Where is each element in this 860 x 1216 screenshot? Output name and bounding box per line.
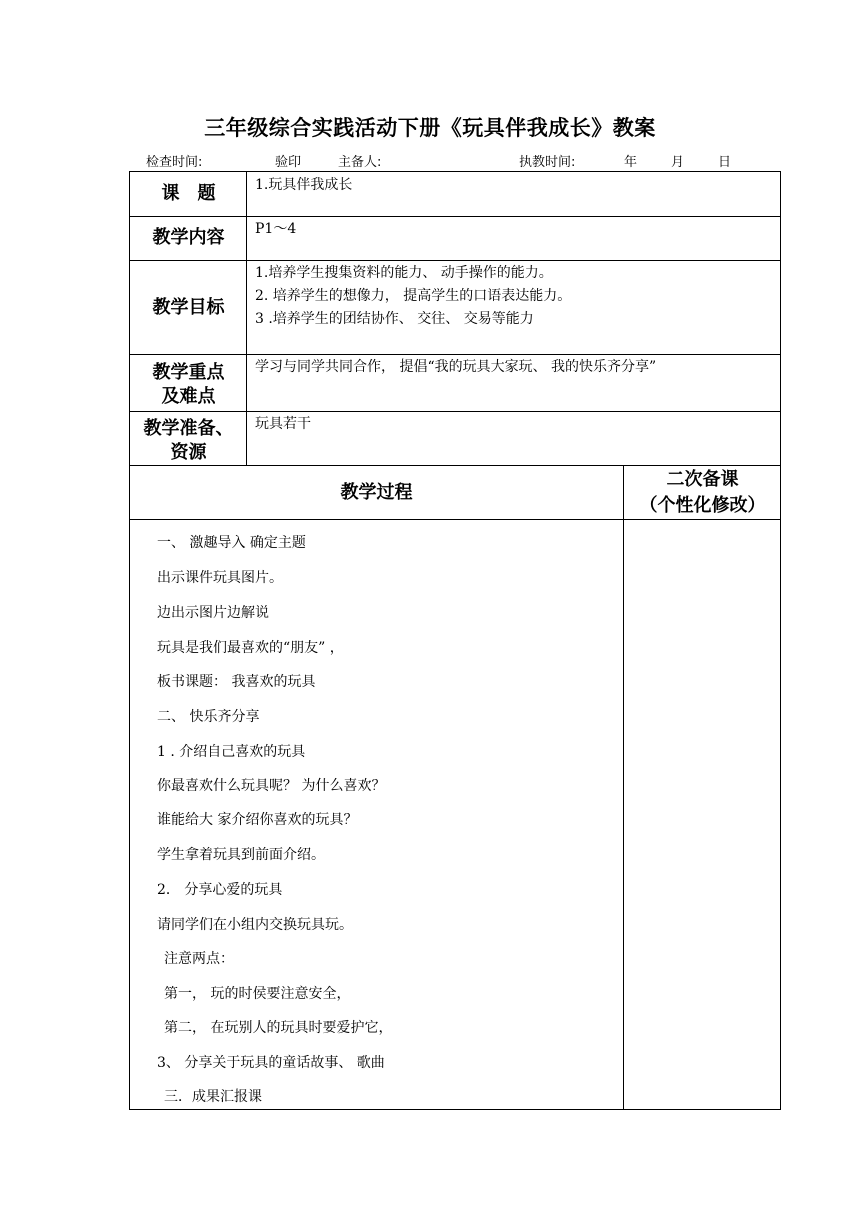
goals-line-1: 1.培养学生搜集资料的能力、 动手操作的能力。: [255, 265, 553, 281]
topic-value: 1.玩具伴我成长: [255, 177, 353, 193]
day-label: 日: [718, 155, 732, 170]
month-label: 月: [671, 155, 685, 170]
goals-line-3: 3 .培养学生的团结协作、 交往、 交易等能力: [255, 311, 534, 327]
process-line: 出示课件玩具图片。: [157, 570, 283, 586]
process-line: 注意两点：: [164, 951, 234, 967]
content-label: 教学内容: [152, 227, 225, 248]
process-line: 2． 分享心爱的玩具: [157, 882, 283, 898]
focus-value: 学习与同学共同合作， 提倡“我的玩具大家玩、 我的快乐齐分享”: [255, 359, 657, 375]
topic-label: 课 题: [161, 183, 216, 204]
process-line: 玩具是我们最喜欢的“朋友” ，: [157, 640, 344, 656]
process-line: 3、 分享关于玩具的童话故事、 歌曲: [157, 1055, 385, 1071]
prep-label-line2: 资源: [170, 442, 207, 463]
process-line: 三．成果汇报课: [164, 1089, 262, 1105]
year-label: 年: [624, 155, 638, 170]
prep-value: 玩具若干: [255, 416, 311, 432]
revision-header-line1: 二次备课: [666, 469, 739, 490]
check-time-label: 检查时间:: [146, 155, 203, 170]
goals-label: 教学目标: [152, 297, 225, 318]
preparer-label: 主备人:: [338, 155, 382, 170]
process-line: 板书课题： 我喜欢的玩具: [157, 674, 316, 690]
content-value: P1～4: [255, 221, 297, 237]
process-line: 谁能给大 家介绍你喜欢的玩具？: [157, 812, 358, 828]
process-line: 第一， 玩的时侯要注意安全，: [164, 986, 351, 1002]
process-line: 学生拿着玩具到前面介绍。: [157, 847, 325, 863]
process-line: 1 . 介绍自己喜欢的玩具: [157, 744, 306, 760]
teach-time-label: 执教时间:: [519, 155, 576, 170]
process-line: 边出示图片边解说: [157, 605, 269, 621]
document-title: 三年级综合实践活动下册《玩具伴我成长》教案: [204, 116, 656, 140]
process-line: 第二， 在玩别人的玩具时要爱护它，: [164, 1020, 393, 1036]
process-header: 教学过程: [340, 482, 413, 503]
focus-label-line1: 教学重点: [152, 362, 225, 383]
process-line: 你最喜欢什么玩具呢？ 为什么喜欢？: [157, 778, 386, 794]
prep-label-line1: 教学准备、: [143, 418, 234, 439]
process-line: 二、 快乐齐分享: [157, 709, 260, 725]
process-line: 请同学们在小组内交换玩具玩。: [157, 917, 353, 933]
stamp-label: 验印: [275, 155, 302, 170]
goals-line-2: 2. 培养学生的想像力， 提高学生的口语表达能力。: [255, 288, 572, 304]
process-line: 一、 激趣导入 确定主题: [157, 535, 306, 551]
revision-header-line2: （个性化修改）: [639, 495, 766, 516]
focus-label-line2: 及难点: [161, 386, 216, 407]
